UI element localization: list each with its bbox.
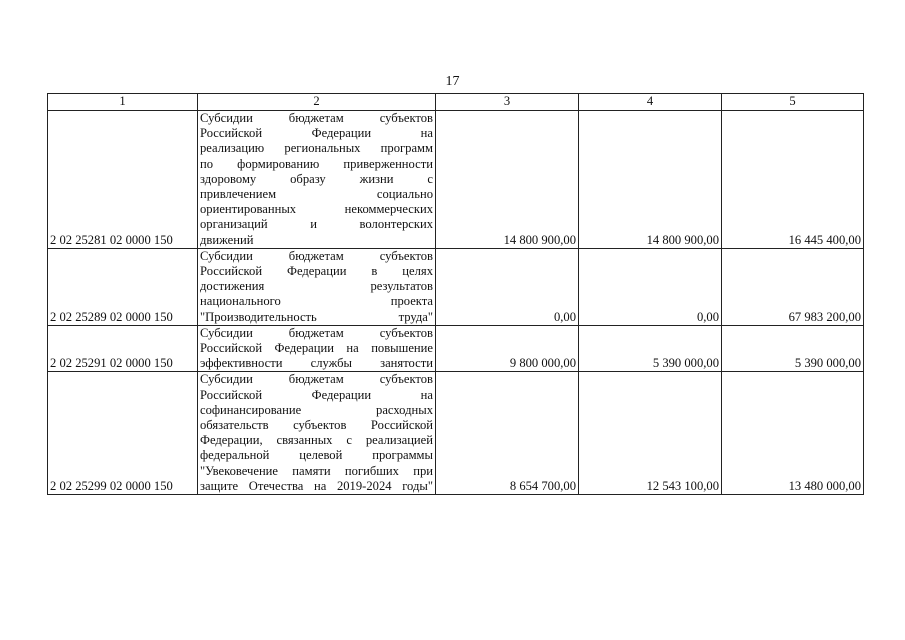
amount-col-4: 0,00 (579, 248, 722, 325)
table-row (48, 325, 864, 372)
description-line: защите Отечества на 2019-2024 годы" (200, 478, 433, 493)
description-line: движений (200, 232, 254, 247)
description-line: Субсидии бюджетам субъектов (200, 248, 433, 263)
header-col-3: 3 (436, 94, 579, 111)
header-col-5: 5 (722, 94, 864, 111)
description-line: Субсидии бюджетам субъектов (200, 325, 433, 340)
description-line: Федерации, связанных с реализацией (200, 433, 433, 448)
amount-col-5: 13 480 000,00 (722, 372, 864, 495)
description-line: Российской Федерации на (200, 387, 433, 402)
row-description (198, 325, 436, 372)
row-description (198, 248, 436, 325)
amount-col-3: 0,00 (436, 248, 579, 325)
budget-table (47, 93, 864, 495)
amount-col-3: 14 800 900,00 (436, 111, 579, 249)
header-row (48, 94, 864, 111)
row-description (198, 372, 436, 495)
description-line: федеральной целевой программы (200, 448, 433, 463)
description-line: здоровому образу жизни с (200, 171, 433, 186)
description-line: Российской Федерации на повышение (200, 341, 433, 356)
description-line: организаций и волонтерских (200, 217, 433, 232)
row-description (198, 111, 436, 249)
description-line: софинансирование расходных (200, 402, 433, 417)
description-line: привлечением социально (200, 187, 433, 202)
description-line: "Производительность труда" (200, 309, 433, 324)
table-header (48, 94, 864, 111)
description-line: Российской Федерации на (200, 126, 433, 141)
amount-col-5: 67 983 200,00 (722, 248, 864, 325)
description-line: национального проекта (200, 294, 433, 309)
amount-col-5: 5 390 000,00 (722, 325, 864, 372)
description-line: "Увековечение памяти погибших при (200, 463, 433, 478)
budget-code: 2 02 25291 02 0000 150 (48, 325, 198, 372)
amount-col-5: 16 445 400,00 (722, 111, 864, 249)
header-col-1: 1 (48, 94, 198, 111)
amount-col-4: 14 800 900,00 (579, 111, 722, 249)
description-line: по формированию приверженности (200, 156, 433, 171)
description-line: Российской Федерации в целях (200, 264, 433, 279)
table-row (48, 111, 864, 249)
table-body (48, 111, 864, 495)
page-number: 17 (445, 74, 460, 89)
budget-code: 2 02 25299 02 0000 150 (48, 372, 198, 495)
amount-col-4: 12 543 100,00 (579, 372, 722, 495)
header-col-4: 4 (579, 94, 722, 111)
header-col-2: 2 (198, 94, 436, 111)
description-line: эффективности службы занятости (200, 356, 433, 371)
budget-code: 2 02 25289 02 0000 150 (48, 248, 198, 325)
description-line: достижения результатов (200, 279, 433, 294)
description-line: Субсидии бюджетам субъектов (200, 372, 433, 387)
amount-col-4: 5 390 000,00 (579, 325, 722, 372)
amount-col-3: 8 654 700,00 (436, 372, 579, 495)
description-line: обязательств субъектов Российской (200, 418, 433, 433)
table-row (48, 248, 864, 325)
description-line: ориентированных некоммерческих (200, 202, 433, 217)
budget-code: 2 02 25281 02 0000 150 (48, 111, 198, 249)
description-line: реализацию региональных программ (200, 141, 433, 156)
description-line: Субсидии бюджетам субъектов (200, 111, 433, 125)
table-row (48, 372, 864, 495)
amount-col-3: 9 800 000,00 (436, 325, 579, 372)
